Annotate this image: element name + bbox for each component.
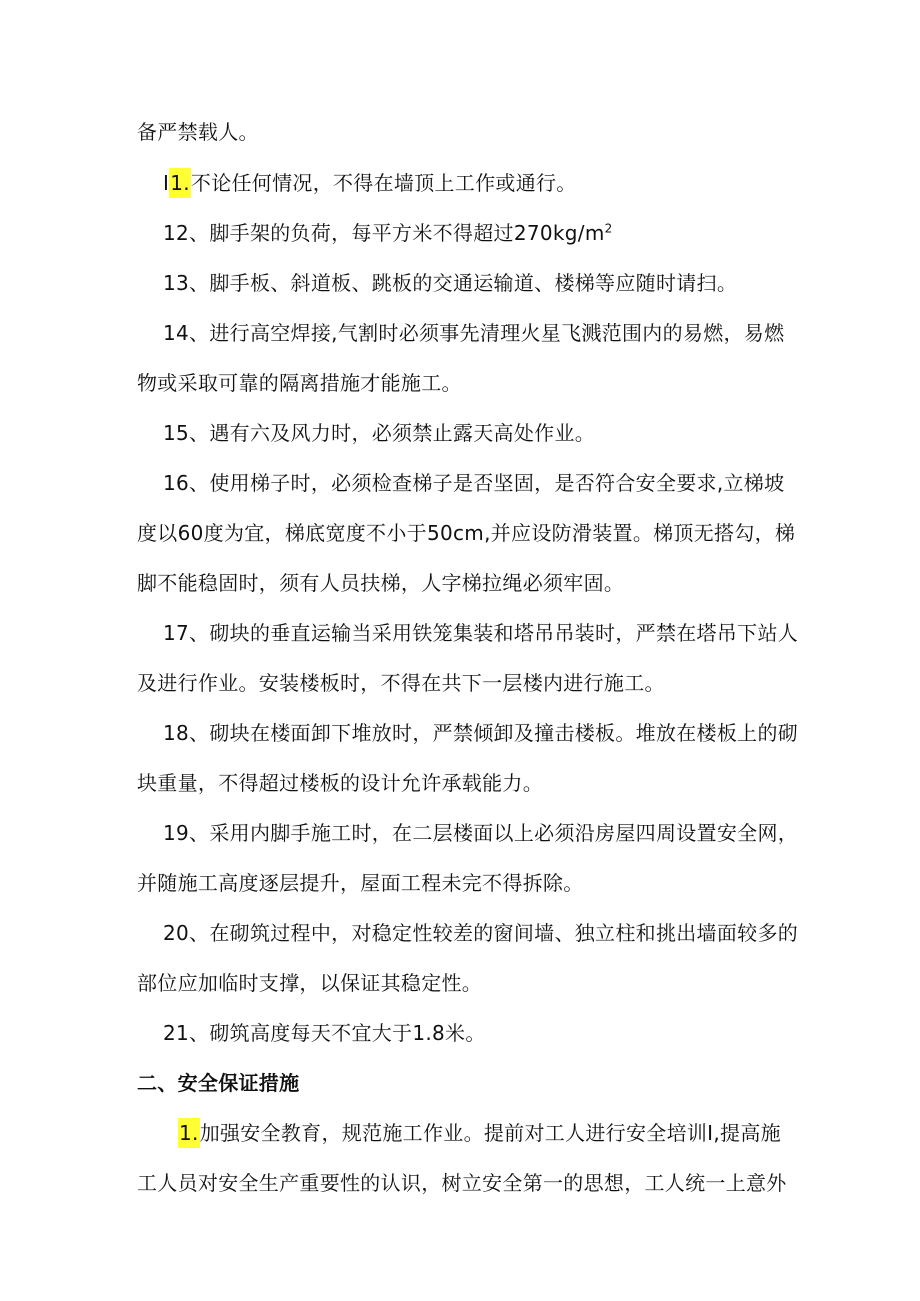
paragraph-11: [163, 168, 823, 198]
paragraph-20-line-2: 部位应加临时支撑，以保证其稳定性。: [137, 971, 483, 995]
paragraph-20-line-1: 20、在砌筑过程中，对稳定性较差的窗间墙、独立柱和挑出墙面较多的: [163, 921, 799, 945]
paragraph-16-line-3: 脚不能稳固时，须有人员扶梯，人字梯拉绳必须牢固。: [137, 571, 625, 595]
highlight-marker: 1.: [178, 1118, 200, 1148]
paragraph-14-line-2: 物或采取可靠的隔离措施才能施工。: [137, 371, 462, 395]
paragraph-17-line-1: 17、砌块的垂直运输当采用铁笼集装和塔吊吊装时，严禁在塔吊下站人: [163, 621, 799, 645]
section-2-item-1-line-2: 工人员对安全生产重要性的认识，树立安全第一的思想，工人统一上意外: [137, 1171, 787, 1195]
paragraph-continuation: 备严禁载人。: [137, 120, 259, 144]
superscript: 2: [604, 221, 613, 236]
paragraph-14-line-1: 14、进行高空焊接,气割时必须事先清理火星飞溅范围内的易燃，易燃: [163, 321, 785, 345]
paragraph-18-line-2: 块重量，不得超过楼板的设计允许承载能力。: [137, 771, 543, 795]
paragraph-21: [163, 1018, 823, 1048]
item-prefix: I: [163, 171, 170, 195]
paragraph-16-line-2: 度以60度为宜，梯底宽度不小于50cm,并应设防滑装置。梯顶无搭勾，梯: [137, 521, 796, 545]
highlight-marker: 1.: [169, 168, 191, 198]
paragraph-text: 15、遇有六及风力时，必须禁止露天高处作业。: [163, 421, 596, 445]
paragraph-text: 13、脚手板、斜道板、跳板的交通运输道、楼梯等应随时请扫。: [163, 271, 738, 295]
paragraph-text: 不论任何情况，不得在墙顶上工作或通行。: [190, 171, 577, 195]
paragraph-17-line-2: 及进行作业。安装楼板时，不得在共下一层楼内进行施工。: [137, 671, 665, 695]
paragraph-15: [163, 418, 823, 448]
paragraph-19-line-1: 19、采用内脚手施工时，在二层楼面以上必须沿房屋四周设置安全网，: [163, 821, 799, 845]
paragraph-12: [163, 218, 823, 248]
paragraph-text: 12、脚手架的负荷，每平方米不得超过270kg/m: [163, 221, 605, 245]
paragraph-18-line-1: 18、砌块在楼面卸下堆放时，严禁倾卸及撞击楼板。堆放在楼板上的砌: [163, 721, 799, 745]
section-heading: 二、安全保证措施: [137, 1071, 300, 1095]
paragraph-13: [163, 268, 823, 298]
paragraph-19-line-2: 并随施工高度逐层提升，屋面工程未完不得拆除。: [137, 871, 584, 895]
section-2-item-1-line-1: 1.加强安全教育，规范施工作业。提前对工人进行安全培训I,提高施: [178, 1118, 838, 1148]
paragraph-text: 21、砌筑高度每天不宜大于1.8米。: [163, 1021, 486, 1045]
paragraph-16-line-1: 16、使用梯子时，必须检查梯子是否坚固，是否符合安全要求,立梯坡: [163, 471, 785, 495]
